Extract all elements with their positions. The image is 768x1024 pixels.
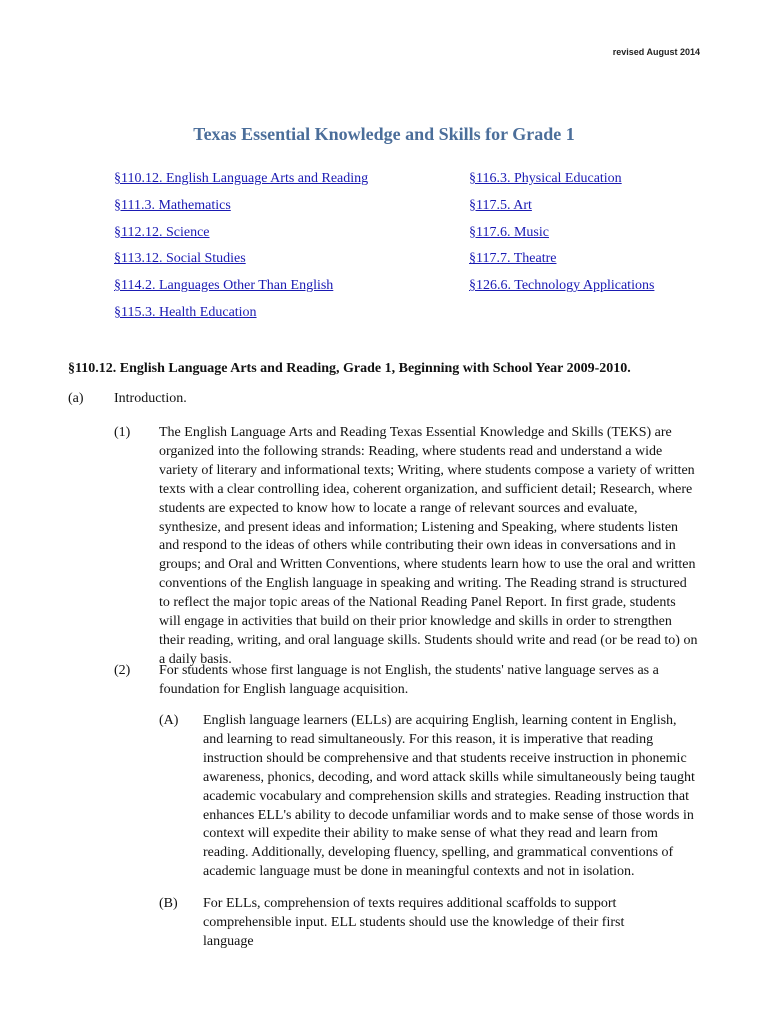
p1-label: (1): [114, 425, 131, 440]
intro-text: Introduction.: [114, 391, 187, 406]
toc-link-science[interactable]: §112.12. Science: [114, 224, 210, 240]
toc-link-lote[interactable]: §114.2. Languages Other Than English: [114, 278, 334, 294]
revision-note: revised August 2014: [612, 47, 700, 57]
toc-link-pe[interactable]: §116.3. Physical Education: [469, 171, 622, 186]
toc-link-ela[interactable]: §110.12. English Language Arts and Reading: [114, 171, 369, 186]
pB-label: (B): [159, 896, 178, 911]
pB-text: For ELLs, comprehension of texts requires additional scaffolds to support comprehensible input. ELL students should use the knowledge of their first language: [203, 896, 625, 949]
pA-text: English language learners (ELLs) are acquiring English, learning content in English, and learning to read simultaneously. For this reason, it is imperative that reading instruction should be comprehensive and that students receive instruction in phonemic awareness, phonics, decoding, and word attack skills while simultaneously being taught academic vocabulary and comprehension skills and strategies. Reading instruction that enhances ELL's ability to decode unfamiliar words and to make sense of those words in context will expedite their ability to make sense of what they read and learn from reading. Additionally, developing fluency, spelling, and grammatical conventions of academic language must be done in meaningful contexts and not in isolation.: [203, 713, 695, 880]
toc-right-column: [469, 166, 654, 300]
pA-label: (A): [159, 713, 179, 728]
toc-link-health[interactable]: §115.3. Health Education: [114, 304, 257, 320]
toc-link-mathematics[interactable]: §111.3. Mathematics: [114, 197, 231, 213]
toc-link-music[interactable]: §117.6. Music: [469, 224, 549, 240]
toc-link-theatre[interactable]: §117.7. Theatre: [469, 251, 557, 267]
toc-link-social-studies[interactable]: §113.12. Social Studies: [114, 251, 246, 267]
p2-label: (2): [114, 663, 131, 678]
p1-text: The English Language Arts and Reading Texas Essential Knowledge and Skills (TEKS) are organized into the following strands: Reading, where students read and understand a wide variety of literary and informational texts; Writing, where students compose a variety of written texts with a clear controlling idea, coherent organization, and sufficient detail; Research, where students are expected to know how to locate a range of relevant sources and evaluate, synthesize, and present ideas and information; Listening and Speaking, where students listen and respond to the ideas of others while contributing their own ideas in conversations and in groups; and Oral and Written Conventions, where students learn how to use the oral and written conventions of the English language in speaking and writing. The Reading strand is structured to reflect the major topic areas of the National Reading Panel Report. In first grade, students will engage in activities that build on their prior knowledge and skills in order to strengthen their reading, writing, and oral language skills. Students should write and read (or be read to) on a daily basis.: [159, 425, 698, 667]
section-heading: §110.12. English Language Arts and Reading, Grade 1, Beginning with School Year 2009-2010.: [68, 361, 631, 376]
toc-link-technology[interactable]: §126.6. Technology Applications: [469, 278, 655, 294]
toc-link-art[interactable]: §117.5. Art: [469, 197, 532, 213]
intro-label: (a): [68, 391, 84, 406]
toc-left-column: [114, 166, 368, 327]
p2-text: For students whose first language is not English, the students' native language serves as a foundation for English language acquisition.: [159, 663, 659, 697]
page-title: Texas Essential Knowledge and Skills for Grade 1: [193, 124, 575, 144]
